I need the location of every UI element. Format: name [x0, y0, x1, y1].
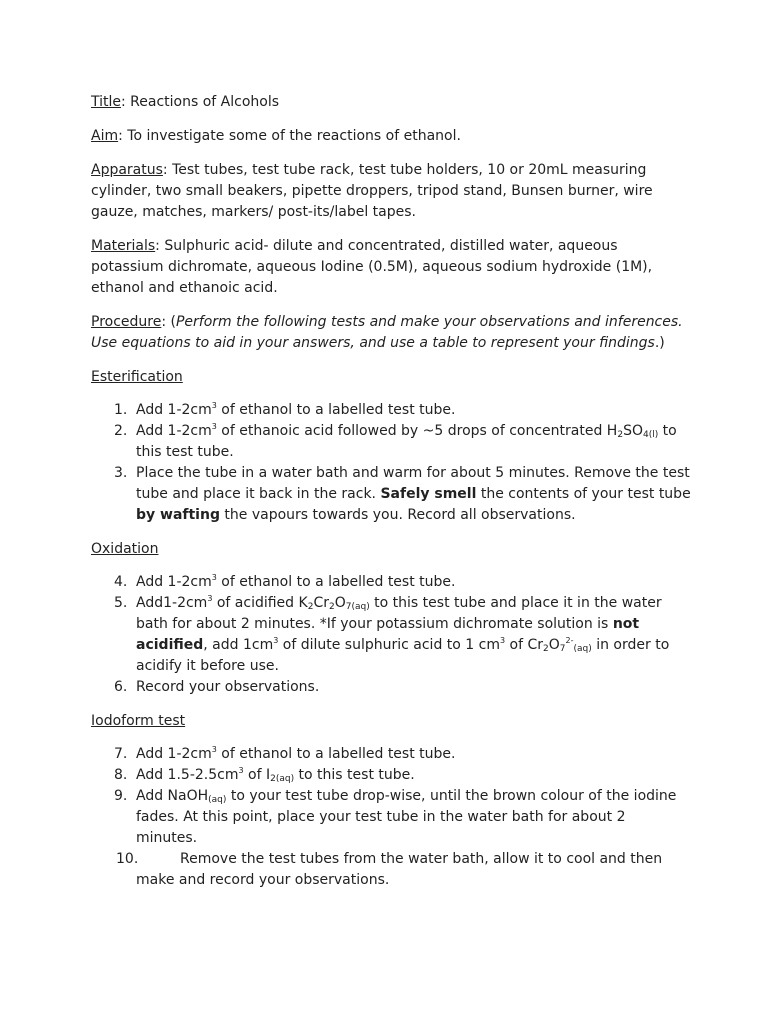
oxidation-heading-text: Oxidation — [91, 541, 159, 557]
subscript: 7 — [559, 644, 566, 654]
apparatus-label: Apparatus — [91, 162, 163, 178]
subscript: 2(aq) — [270, 774, 295, 784]
step-number: 6. — [114, 679, 128, 695]
step-1 — [91, 400, 691, 421]
step-text: Cr — [313, 595, 329, 611]
superscript: 2- — [565, 636, 574, 645]
step-number: 10. — [116, 851, 139, 867]
step-7 — [91, 744, 691, 765]
subscript: 2 — [543, 644, 549, 654]
title-text: : Reactions of Alcohols — [121, 94, 280, 110]
document-body — [91, 92, 691, 904]
subscript: 7(aq) — [345, 602, 370, 612]
materials-text: : Sulphuric acid- dilute and concentrated, distilled water, aqueous potassium dichromate, aqueous Iodine (0.5M), aqueous sodium hydroxide (1M), ethanol and ethanoic acid. — [91, 238, 653, 296]
aim-label: Aim — [91, 128, 119, 144]
step-9 — [91, 786, 691, 849]
subscript: 4(l) — [642, 430, 659, 440]
step-text: Add 1-2cm — [136, 746, 212, 762]
step-text: of ethanol to a labelled test tube. — [216, 746, 456, 762]
step-text: of ethanol to a labelled test tube. — [216, 402, 456, 418]
step-text: of dilute sulphuric acid to 1 cm — [278, 637, 500, 653]
step-text: Add 1-2cm — [136, 402, 212, 418]
superscript: 3 — [207, 594, 213, 603]
title-line — [91, 92, 691, 113]
step-text: O — [548, 637, 560, 653]
superscript: 3 — [211, 422, 217, 431]
section-heading-oxidation — [91, 539, 691, 560]
apparatus-paragraph — [91, 160, 691, 223]
step-text: O — [334, 595, 346, 611]
materials-paragraph — [91, 236, 691, 299]
step-text: of I — [243, 767, 271, 783]
subscript: 2 — [307, 602, 314, 612]
step-10 — [91, 849, 691, 891]
step-text: to your test tube drop-wise, until the brown colour of the iodine fades. At this point, place your test tube in the water bath for about 2 minutes. — [136, 788, 677, 846]
step-text: Add 1.5-2.5cm — [136, 767, 239, 783]
subscript: (aq) — [208, 795, 227, 805]
step-8 — [91, 765, 691, 786]
step-text: Record your observations. — [136, 679, 320, 695]
step-text: to this test tube. — [136, 423, 677, 460]
step-3 — [91, 463, 691, 526]
subscript: 2 — [328, 602, 335, 612]
step-text: Place the tube in a water bath and warm for about 5 minutes. Remove the test tube and place it back in the rack. — [136, 465, 690, 502]
iodoform-steps — [91, 744, 691, 891]
step-text: Add 1-2cm — [136, 423, 212, 439]
step-number: 1. — [114, 402, 128, 418]
bold-text: by wafting — [136, 507, 220, 523]
step-5 — [91, 593, 691, 677]
bold-text: not acidified — [136, 616, 640, 653]
aim-line — [91, 126, 691, 147]
step-text: the contents of your test tube — [476, 486, 691, 502]
step-number: 4. — [114, 574, 128, 590]
superscript: 3 — [238, 766, 244, 775]
step-text: SO — [623, 423, 643, 439]
step-text: to this test tube. — [294, 767, 415, 783]
procedure-open: : ( — [161, 314, 176, 330]
section-heading-iodoform — [91, 711, 691, 732]
subscript: 2 — [617, 430, 624, 440]
step-text: , add 1cm — [203, 637, 274, 653]
step-text: Add NaOH — [136, 788, 209, 804]
aim-text: : To investigate some of the reactions of ethanol. — [118, 128, 461, 144]
apparatus-text: : Test tubes, test tube rack, test tube holders, 10 or 20mL measuring cylinder, two small beakers, pipette droppers, tripod stand, Bunsen burner, wire gauze, matches, markers/ post-its/label tapes. — [91, 162, 653, 220]
step-number: 2. — [114, 423, 128, 439]
step-text: Remove the test tubes from the water bath, allow it to cool and then make and record your observations. — [136, 851, 663, 888]
superscript: 3 — [211, 573, 217, 582]
step-text: of Cr — [505, 637, 544, 653]
step-text: to this test tube and place it in the water bath for about 2 minutes. *If your potassium dichromate solution is — [136, 595, 662, 632]
step-text: the vapours towards you. Record all observations. — [219, 507, 576, 523]
subscript: (aq) — [573, 644, 592, 654]
procedure-label: Procedure — [91, 314, 162, 330]
esterification-steps — [91, 400, 691, 526]
step-6 — [91, 677, 691, 698]
superscript: 3 — [499, 636, 506, 645]
step-4 — [91, 572, 691, 593]
esterification-heading-text: Esterification — [91, 369, 183, 385]
superscript: 3 — [211, 401, 217, 410]
step-2 — [91, 421, 691, 463]
step-text: of acidified K — [212, 595, 308, 611]
step-text: in order to acidify it before use. — [136, 637, 670, 674]
step-text: of ethanol to a labelled test tube. — [216, 574, 456, 590]
step-text: of ethanoic acid followed by ~5 drops of concentrated H — [216, 423, 618, 439]
oxidation-steps — [91, 572, 691, 698]
title-label: Title — [91, 94, 122, 110]
iodoform-heading-text: Iodoform test — [91, 713, 186, 729]
step-number: 5. — [114, 595, 128, 611]
step-number: 8. — [114, 767, 128, 783]
step-number: 7. — [114, 746, 128, 762]
procedure-close: .) — [654, 335, 665, 351]
superscript: 3 — [273, 636, 279, 645]
bold-text: Safely smell — [380, 486, 477, 502]
procedure-paragraph — [91, 312, 691, 354]
section-heading-esterification — [91, 367, 691, 388]
step-number: 9. — [114, 788, 128, 804]
step-text: Add 1-2cm — [136, 574, 212, 590]
materials-label: Materials — [91, 238, 156, 254]
procedure-instructions: Perform the following tests and make your observations and inferences. Use equations to aid in your answers, and use a table to represent your findings — [91, 314, 683, 351]
step-text: Add1-2cm — [136, 595, 208, 611]
superscript: 3 — [211, 745, 217, 754]
step-number: 3. — [114, 465, 128, 481]
